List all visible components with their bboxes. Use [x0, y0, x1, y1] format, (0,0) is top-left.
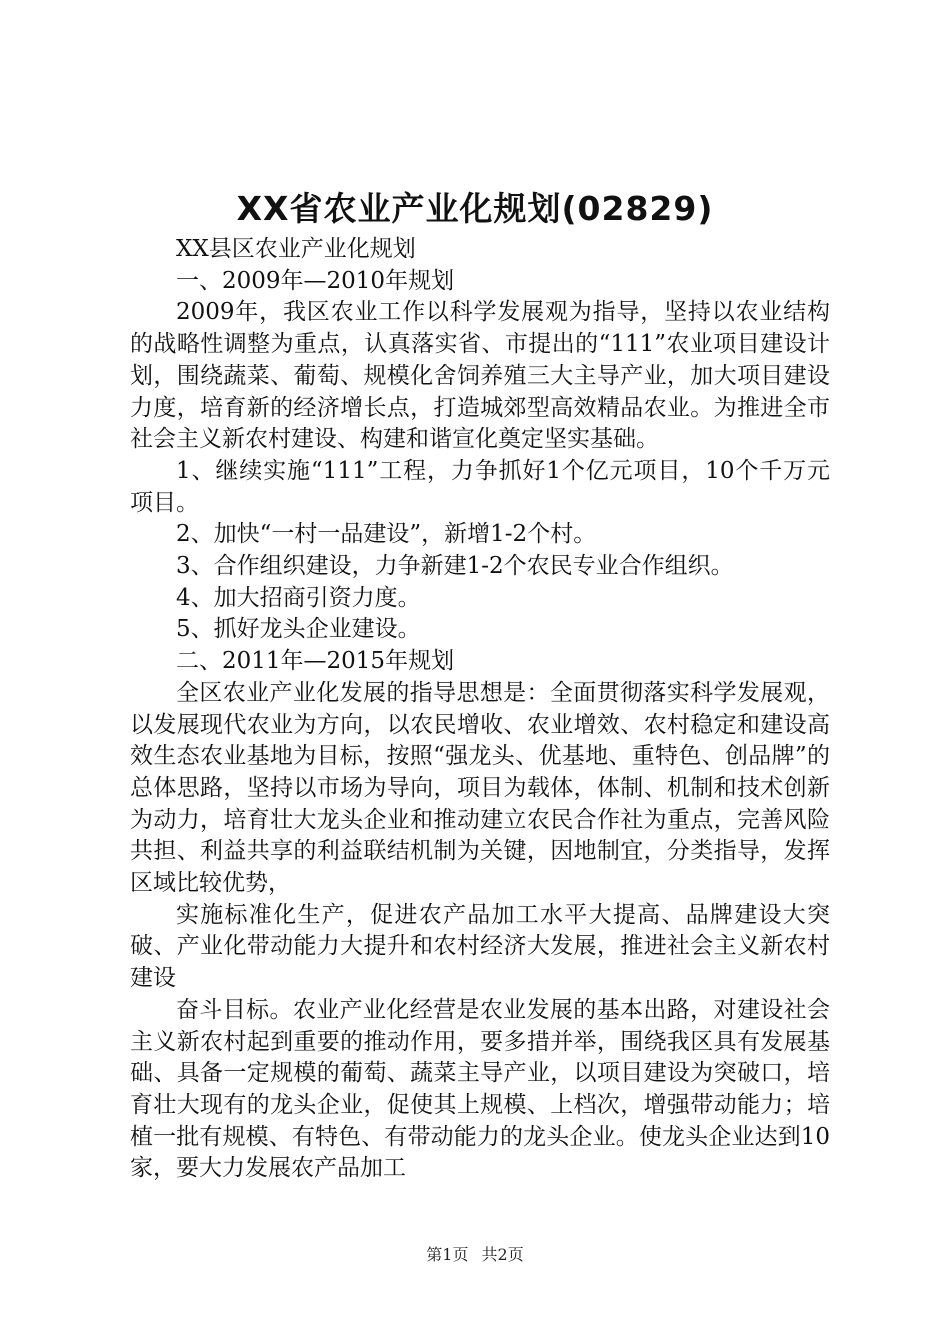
section-heading-1: 一、2009年—2010年规划 — [176, 267, 455, 294]
paragraph: 全区农业产业化发展的指导思想是：全面贯彻落实科学发展观，以发展现代农业为方向，以农民增收、农业增效、农村稳定和建设高效生态农业基地为目标，按照“强龙头、优基地、重特色、创品牌”的总体思路，坚持以市场为导向，项目为载体，体制、机制和技术创新为动力，培育壮大龙头企业和推动建立农民合作社为重点，完善风险共担、利益共享的利益联结机制为关键，因地制宜，分类指导，发挥区域比较优势， — [130, 679, 830, 897]
list-item: 3、合作组织建设，力争新建1-2个农民专业合作组织。 — [176, 553, 734, 580]
paragraph: 奋斗目标。农业产业化经营是农业发展的基本出路，对建设社会主义新农村起到重要的推动作用，要多措并举，围绕我区具有发展基础、具备一定规模的葡萄、蔬菜主导产业，以项目建设为突破口，培育壮大现有的龙头企业，促使其上规模、上档次，增强带动能力；培植一批有规模、有特色、有带动能力的龙头企业。使龙头企业达到10家，要大力发展农产品加工 — [130, 996, 830, 1182]
document-body — [130, 234, 830, 1185]
page-footer — [0, 1245, 950, 1265]
paragraph: 2009年，我区农业工作以科学发展观为指导，坚持以农业结构的战略性调整为重点，认真落实省、市提出的“111”农业项目建设计划，围绕蔬菜、葡萄、规模化舍饲养殖三大主导产业，加大项目建设力度，培育新的经济增长点，打造城郊型高效精品农业。为推进全市社会主义新农村建设、构建和谐宣化奠定坚实基础。 — [130, 299, 830, 453]
list-item: 2、加快“一村一品建设”，新增1-2个村。 — [176, 521, 597, 548]
list-item: 5、抓好龙头企业建设。 — [176, 616, 421, 643]
paragraph-subtitle: XX县区农业产业化规划 — [176, 236, 416, 262]
list-item: 1、继续实施“111”工程，力争抓好1个亿元项目，10个千万元项目。 — [130, 457, 830, 516]
list-item: 4、加大招商引资力度。 — [176, 584, 421, 611]
page-total: 共2页 — [481, 1245, 524, 1264]
page-number: 第1页 — [426, 1245, 469, 1264]
paragraph: 实施标准化生产，促进农产品加工水平大提高、品牌建设大突破、产业化带动能力大提升和农村经济大发展，推进社会主义新农村建设 — [130, 901, 830, 992]
document-title: XX省农业产业化规划(02829) — [236, 189, 714, 228]
section-heading-2: 二、2011年—2015年规划 — [176, 648, 455, 675]
